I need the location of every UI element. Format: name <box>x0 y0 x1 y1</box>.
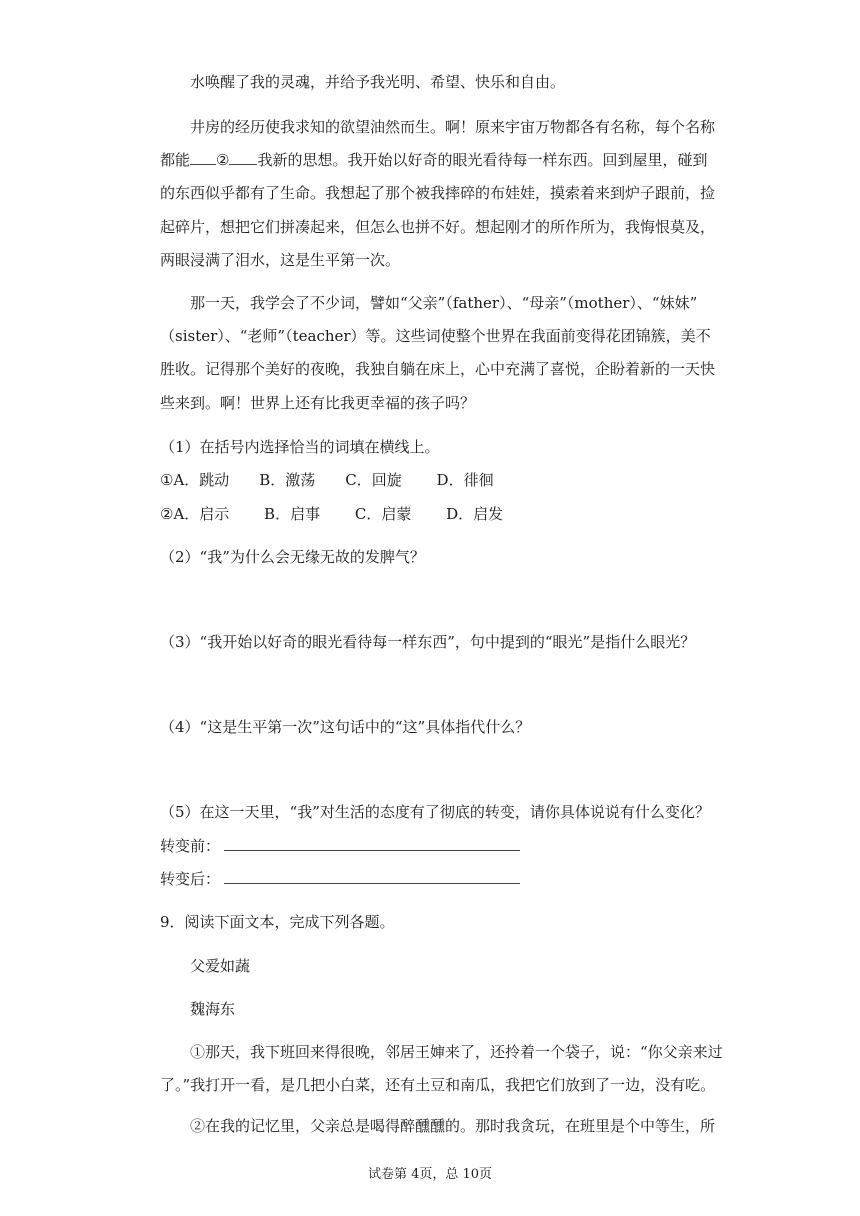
question-5: （5）在这一天里，“我”对生活的态度有了彻底的转变，请你具体说说有什么变化？ <box>160 803 710 821</box>
question-1-options-1: ①A．跳动 B．激荡 C．回旋 D．徘徊 <box>160 471 494 489</box>
answer-line <box>224 869 520 884</box>
question-1: （1）在括号内选择恰当的词填在横线上。 <box>160 438 440 456</box>
page-footer: 试卷第 4页，总 10页 <box>367 1167 493 1182</box>
text-line: 些来到。啊！世界上还有比我更幸福的孩子吗？ <box>160 394 476 412</box>
text-line: 两眼浸满了泪水，这是生平第一次。 <box>160 251 401 269</box>
text-line: 水唤醒了我的灵魂，并给予我光明、希望、快乐和自由。 <box>190 73 566 91</box>
text-line: 了。”我打开一看，是几把小白菜，还有土豆和南瓜，我把它们放到了一边，没有吃。 <box>160 1076 716 1094</box>
question-4: （4）“这是生平第一次”这句话中的“这”具体指代什么？ <box>160 718 531 736</box>
text-line: 起碎片，想把它们拼凑起来，但怎么也拼不好。想起刚才的所作所为，我悔恨莫及， <box>160 218 716 236</box>
question-1-options-2: ②A．启示 B．启事 C．启蒙 D．启发 <box>160 505 504 523</box>
text-line: 的东西似乎都有了生命。我想起了那个被我摔碎的布娃娃，摸索着来到炉子跟前，捡 <box>160 184 716 202</box>
text-line: ①那天，我下班回来得很晚，邻居王婶来了，还拎着一个袋子，说：“你父亲来过 <box>190 1043 723 1061</box>
text-fragment: 我新的思想。我开始以好奇的眼光看待每一样东西。回到屋里，碰到 <box>257 151 708 169</box>
section-heading: 9．阅读下面文本，完成下列各题。 <box>160 913 395 931</box>
blank-marker: ② <box>216 151 230 169</box>
answer-after-label: 转变后： <box>160 870 221 888</box>
fill-blank <box>229 150 257 165</box>
text-line: 井房的经历使我求知的欲望油然而生。啊！原来宇宙万物都各有名称，每个名称 <box>190 118 716 136</box>
answer-line <box>224 836 520 851</box>
fill-blank <box>190 150 216 165</box>
question-3: （3）“我开始以好奇的眼光看待每一样东西”，句中提到的“眼光”是指什么眼光？ <box>160 633 696 651</box>
text-line: 那一天，我学会了不少词，譬如“父亲”（father）、“母亲”（mother）、“妹妹” <box>190 294 698 312</box>
question-2: （2）“我”为什么会无缘无故的发脾气？ <box>160 548 425 566</box>
article-title: 父爱如蔬 <box>190 957 251 975</box>
text-line: （sister）、“老师”（teacher）等。这些词使整个世界在我面前变得花团锦簇，美不 <box>160 327 711 345</box>
article-author: 魏海东 <box>190 1000 236 1018</box>
text-line: 胜收。记得那个美好的夜晚，我独自躺在床上，心中充满了喜悦，企盼着新的一天快 <box>160 360 716 378</box>
answer-before <box>160 836 520 856</box>
text-line <box>160 150 707 170</box>
text-line: ②在我的记忆里，父亲总是喝得醉醺醺的。那时我贪玩，在班里是个中等生，所 <box>190 1117 716 1135</box>
answer-before-label: 转变前： <box>160 837 221 855</box>
answer-after <box>160 869 520 889</box>
text-fragment: 都能 <box>160 151 191 169</box>
